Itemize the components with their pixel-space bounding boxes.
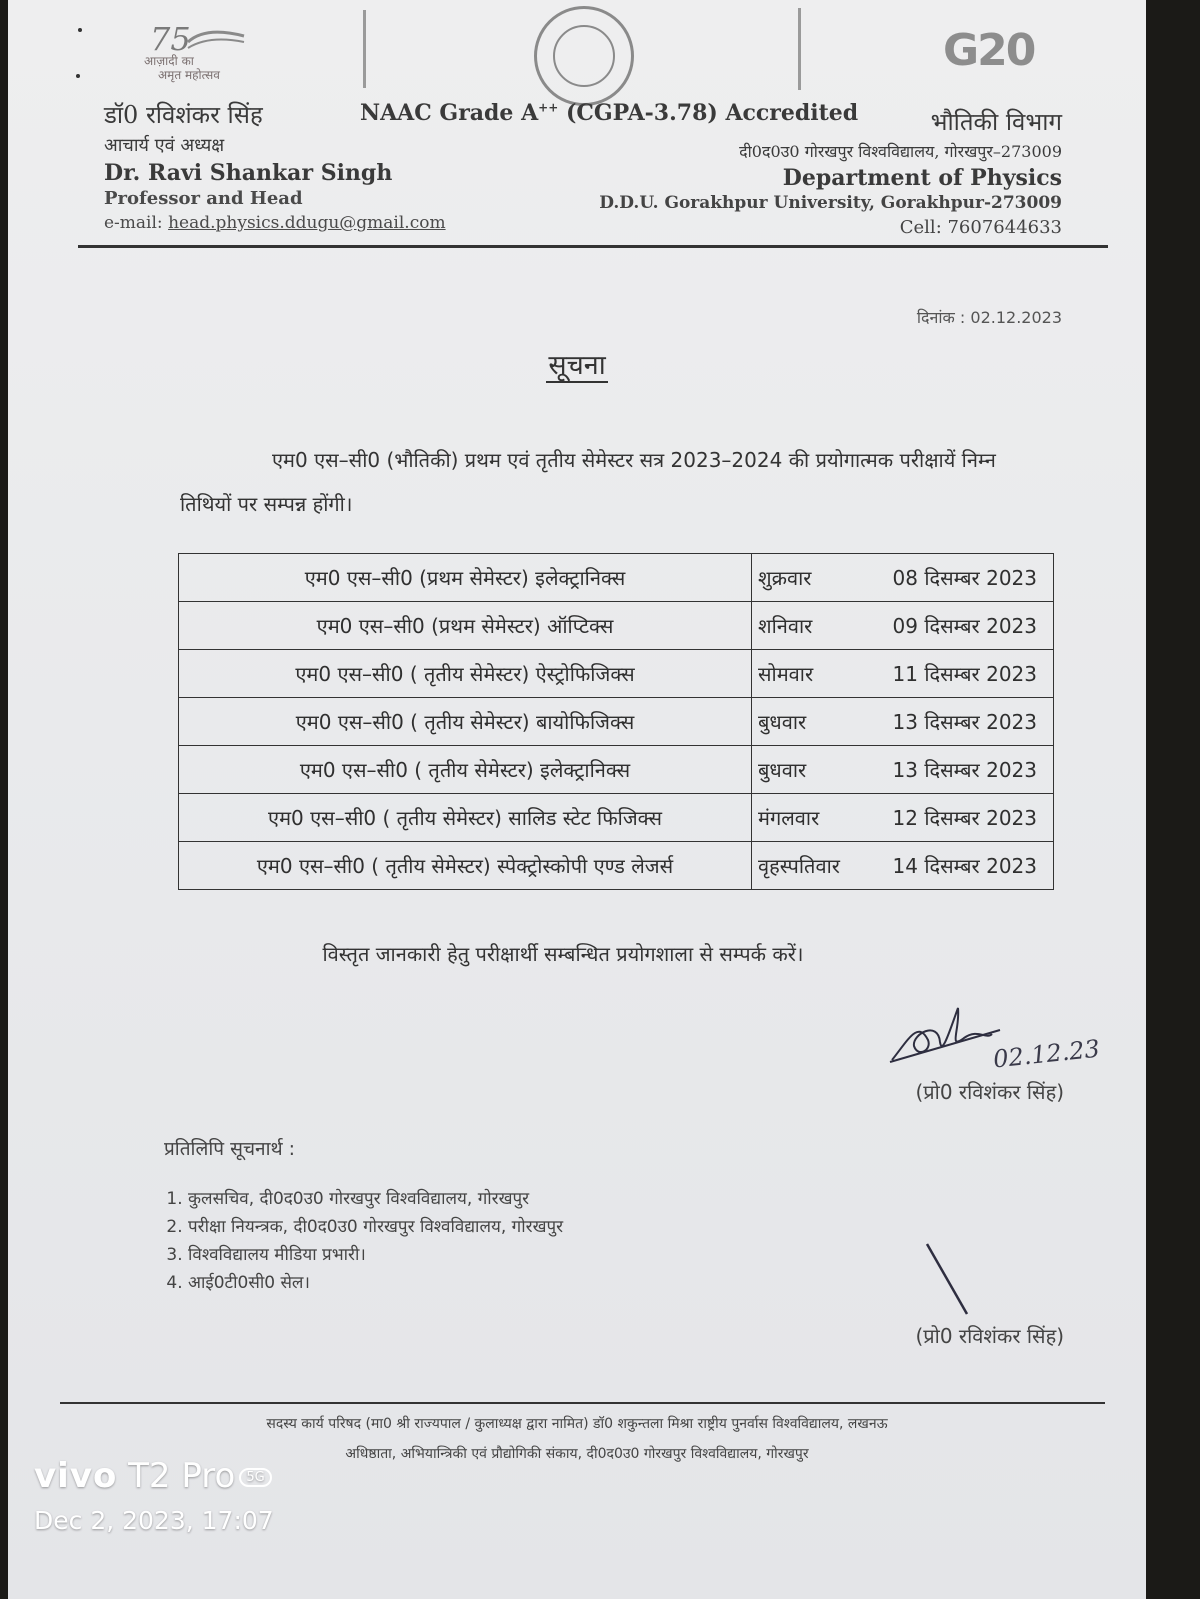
list-item: 2. परीक्षा नियन्त्रक, दी0द0उ0 गोरखपुर विश्वविद्यालय, गोरखपुर [188,1213,563,1241]
g20-logo: G20 [943,25,1035,76]
signatory-name: (प्रो0 रविशंकर सिंह) [915,1080,1064,1104]
day-cell: बुधवार [752,698,873,746]
email-line: e-mail: head.physics.ddugu@gmail.com [104,213,446,233]
day-cell: शुक्रवार [752,554,873,602]
notice-title: सूचना [548,350,606,381]
5g-badge: 5G [239,1468,271,1487]
list-item: 1. कुलसचिव, दी0द0उ0 गोरखपुर विश्वविद्यालय, गोरखपुर [188,1185,563,1213]
table-row [179,746,1054,794]
document-page [8,0,1146,1599]
notice-paragraph: एम0 एस–सी0 (भौतिकी) प्रथम एवं तृतीय सेमेस्टर सत्र 2023–2024 की प्रयोगात्मक परीक्षायें निम्न तिथियों पर सम्पन्न होंगी। [180,448,996,516]
department-english: Department of Physics [782,165,1062,191]
head-post-english: Professor and Head [104,188,303,209]
course-cell: एम0 एस–सी0 (प्रथम सेमेस्टर) इलेक्ट्रानिक्स [179,554,752,602]
punch-mark [78,28,82,32]
list-item: 3. विश्वविद्यालय मीडिया प्रभारी। [188,1241,563,1269]
email-link[interactable]: head.physics.ddugu@gmail.com [168,213,446,233]
footer-line-2: अधिष्ठाता, अभियान्त्रिकी एवं प्रौद्योगिकी संकाय, दी0द0उ0 गोरखपुर विश्वविद्यालय, गोरखपुर [345,1446,809,1462]
table-row [179,794,1054,842]
header-divider [363,10,366,88]
course-cell: एम0 एस–सी0 (प्रथम सेमेस्टर) ऑप्टिक्स [179,602,752,650]
date-cell: 12 दिसम्बर 2023 [872,794,1054,842]
footer-rule [60,1402,1105,1404]
date-cell: 08 दिसम्बर 2023 [872,554,1054,602]
table-row [179,842,1054,890]
university-seal-logo [534,6,634,106]
copy-to-list [164,1185,563,1297]
footer-line-1: सदस्य कार्य परिषद (मा0 श्री राज्यपाल / कुलाध्यक्ष द्वारा नामित) डॉ0 शकुन्तला मिश्रा राष्ट्रीय पुनर्वास विश्वविद्यालय, लखनऊ [266,1416,888,1432]
head-post-hindi: आचार्य एवं अध्यक्ष [104,135,225,156]
head-name-hindi: डॉ0 रविशंकर सिंह [104,101,263,129]
info-line: विस्तृत जानकारी हेतु परीक्षार्थी सम्बन्धित प्रयोगशाला से सम्पर्क करें। [322,942,804,966]
table-row [179,650,1054,698]
notice-date: दिनांक : 02.12.2023 [916,308,1062,327]
azadi-ka-amrit-mahotsav-logo: 75 आज़ादी का अमृत महोत्सव [136,20,256,82]
date-cell: 09 दिसम्बर 2023 [872,602,1054,650]
date-cell: 13 दिसम्बर 2023 [872,698,1054,746]
course-cell: एम0 एस–सी0 ( तृतीय सेमेस्टर) ऐस्ट्रोफिजिक्स [179,650,752,698]
exam-schedule-table [178,553,1054,890]
day-cell: मंगलवार [752,794,873,842]
handwritten-signature [888,1000,1008,1070]
course-cell: एम0 एस–सी0 ( तृतीय सेमेस्टर) सालिड स्टेट फिजिक्स [179,794,752,842]
date-cell: 13 दिसम्बर 2023 [872,746,1054,794]
signature-date: 02.12.23 [991,1034,1102,1074]
naac-accreditation: NAAC Grade A++ (CGPA-3.78) Accredited [360,100,859,126]
list-item: 4. आई0टी0सी0 सेल। [188,1269,563,1297]
signatory-name: (प्रो0 रविशंकर सिंह) [915,1324,1064,1348]
course-cell: एम0 एस–सी0 ( तृतीय सेमेस्टर) स्पेक्ट्रोस्कोपी एण्ड लेजर्स [179,842,752,890]
copy-to-title: प्रतिलिपि सूचनार्थ : [164,1138,296,1160]
date-cell: 14 दिसम्बर 2023 [872,842,1054,890]
day-cell: वृहस्पतिवार [752,842,873,890]
header-rule [78,245,1108,248]
cell-number: Cell: 7607644633 [899,217,1062,238]
table-row [179,698,1054,746]
date-cell: 11 दिसम्बर 2023 [872,650,1054,698]
day-cell: सोमवार [752,650,873,698]
day-cell: शनिवार [752,602,873,650]
course-cell: एम0 एस–सी0 ( तृतीय सेमेस्टर) इलेक्ट्रानिक्स [179,746,752,794]
head-name-english: Dr. Ravi Shankar Singh [104,160,393,186]
header-divider [798,8,801,90]
university-hindi: दी0द0उ0 गोरखपुर विश्वविद्यालय, गोरखपुर–273009 [739,142,1062,161]
photo-timestamp: Dec 2, 2023, 17:07 [34,1506,274,1535]
camera-watermark: vivo T2 Pro 5G [34,1456,272,1496]
course-cell: एम0 एस–सी0 ( तृतीय सेमेस्टर) बायोफिजिक्स [179,698,752,746]
department-hindi: भौतिकी विभाग [930,108,1062,136]
university-english: D.D.U. Gorakhpur University, Gorakhpur-273009 [599,193,1062,213]
table-row [179,554,1054,602]
handwritten-stroke [923,1240,973,1320]
day-cell: बुधवार [752,746,873,794]
punch-mark [76,74,80,78]
table-row [179,602,1054,650]
